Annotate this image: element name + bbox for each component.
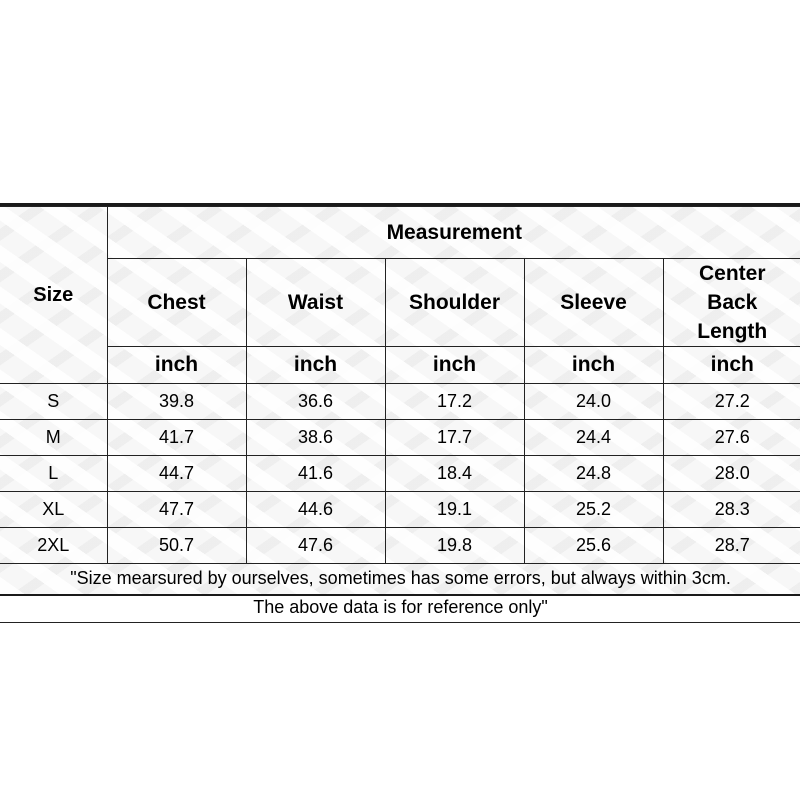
column-header-chest: Chest <box>107 259 246 347</box>
waist-cell: 41.6 <box>246 456 385 492</box>
size-cell: XL <box>0 492 107 528</box>
waist-cell: 47.6 <box>246 528 385 564</box>
unit-waist: inch <box>246 347 385 384</box>
table-row <box>0 528 800 564</box>
table-row <box>0 492 800 528</box>
unit-center-back-length: inch <box>663 347 800 384</box>
chest-cell: 47.7 <box>107 492 246 528</box>
table-row <box>0 420 800 456</box>
center-back-length-cell: 27.2 <box>663 384 800 420</box>
center-back-length-label: Center Back Length <box>697 262 768 343</box>
size-cell: M <box>0 420 107 456</box>
sleeve-cell: 24.8 <box>524 456 663 492</box>
waist-cell: 44.6 <box>246 492 385 528</box>
size-chart <box>0 203 800 617</box>
chest-cell: 39.8 <box>107 384 246 420</box>
unit-shoulder: inch <box>385 347 524 384</box>
shoulder-cell: 19.1 <box>385 492 524 528</box>
disclaimer-line-1: "Size mearsured by ourselves, sometimes has some errors, but always within 3cm. <box>70 568 731 588</box>
disclaimer-note <box>0 564 800 623</box>
chest-cell: 44.7 <box>107 456 246 492</box>
sleeve-cell: 25.6 <box>524 528 663 564</box>
table-row <box>0 384 800 420</box>
center-back-length-cell: 28.7 <box>663 528 800 564</box>
waist-cell: 38.6 <box>246 420 385 456</box>
shoulder-cell: 17.7 <box>385 420 524 456</box>
waist-cell: 36.6 <box>246 384 385 420</box>
sleeve-cell: 24.0 <box>524 384 663 420</box>
shoulder-cell: 17.2 <box>385 384 524 420</box>
center-back-length-cell: 27.6 <box>663 420 800 456</box>
unit-sleeve: inch <box>524 347 663 384</box>
size-cell: S <box>0 384 107 420</box>
column-header-waist: Waist <box>246 259 385 347</box>
disclaimer-line-2: The above data is for reference only" <box>253 597 548 617</box>
shoulder-cell: 19.8 <box>385 528 524 564</box>
unit-chest: inch <box>107 347 246 384</box>
column-header-sleeve: Sleeve <box>524 259 663 347</box>
size-table <box>0 206 800 623</box>
center-back-length-cell: 28.0 <box>663 456 800 492</box>
column-header-center-back-length <box>663 259 800 347</box>
center-back-length-cell: 28.3 <box>663 492 800 528</box>
sleeve-cell: 24.4 <box>524 420 663 456</box>
size-cell: L <box>0 456 107 492</box>
chest-cell: 50.7 <box>107 528 246 564</box>
measurement-header: Measurement <box>107 207 800 259</box>
chest-cell: 41.7 <box>107 420 246 456</box>
table-row <box>0 456 800 492</box>
shoulder-cell: 18.4 <box>385 456 524 492</box>
size-cell: 2XL <box>0 528 107 564</box>
column-header-shoulder: Shoulder <box>385 259 524 347</box>
size-header: Size <box>0 207 107 384</box>
sleeve-cell: 25.2 <box>524 492 663 528</box>
